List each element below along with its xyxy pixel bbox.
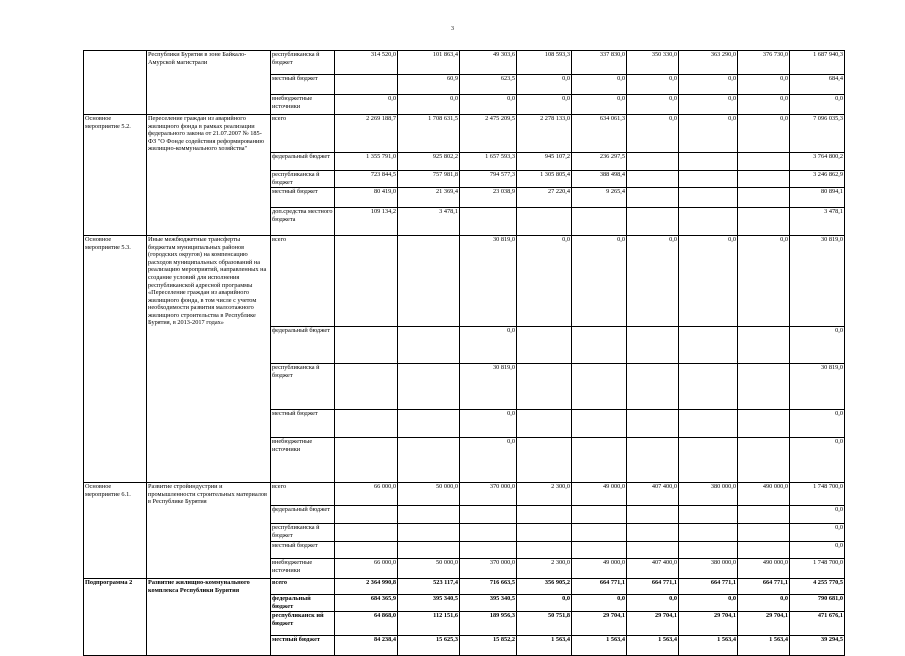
amount-cell: 7 096 035,3 [790,115,845,153]
amount-cell: 50 000,0 [398,559,460,579]
program-title-cell [147,410,271,438]
amount-cell: 1 563,4 [572,636,627,656]
amount-cell: 490 000,0 [738,483,790,506]
amount-cell [679,524,738,542]
amount-cell [679,153,738,171]
amount-cell: 0,0 [572,236,627,327]
funding-source-cell: доп.средства местного бюджета [271,208,335,236]
funding-source-cell: федеральный бюджет [271,506,335,524]
amount-cell: 23 038,9 [460,188,517,208]
amount-cell: 664 771,1 [627,579,679,595]
amount-cell [398,410,460,438]
amount-cell [335,327,398,364]
amount-cell: 29 704,1 [679,612,738,636]
amount-cell: 0,0 [738,595,790,612]
amount-cell: 236 297,5 [572,153,627,171]
amount-cell [679,410,738,438]
amount-cell: 723 844,5 [335,171,398,188]
program-title-cell [147,364,271,410]
amount-cell [398,542,460,559]
amount-cell [517,524,572,542]
amount-cell [738,542,790,559]
program-code-cell: Подпрограмма 2 [84,579,147,595]
funding-source-cell: местный бюджет [271,188,335,208]
amount-cell: 2 278 133,0 [517,115,572,153]
amount-cell [460,542,517,559]
amount-cell: 0,0 [790,410,845,438]
amount-cell: 623,5 [460,75,517,95]
amount-cell: 407 400,0 [627,559,679,579]
funding-source-cell: местный бюджет [271,75,335,95]
amount-cell: 84 238,4 [335,636,398,656]
funding-source-cell: внебюджетные источники [271,438,335,483]
amount-cell: 112 151,6 [398,612,460,636]
amount-cell: 4 255 770,5 [790,579,845,595]
amount-cell [738,438,790,483]
funding-source-cell: всего [271,483,335,506]
amount-cell: 3 478,1 [398,208,460,236]
amount-cell: 664 771,1 [738,579,790,595]
amount-cell [679,188,738,208]
amount-cell: 39 294,5 [790,636,845,656]
amount-cell: 0,0 [627,95,679,115]
amount-cell: 30 819,0 [460,364,517,410]
program-title-cell [147,542,271,559]
program-title-cell: Развитие стройиндустрии и промышленности строительных материалов в Республике Бурятия [147,483,271,506]
funding-source-cell: федеральный бюджет [271,327,335,364]
amount-cell: 0,0 [627,115,679,153]
funding-source-cell: всего [271,579,335,595]
amount-cell: 380 000,0 [679,483,738,506]
amount-cell [460,524,517,542]
funding-source-cell: всего [271,115,335,153]
funding-source-cell: внебюджетные источники [271,559,335,579]
table-row [84,612,845,636]
page-number: 3 [451,26,454,32]
amount-cell: 684,4 [790,75,845,95]
amount-cell: 684 365,9 [335,595,398,612]
amount-cell: 0,0 [517,595,572,612]
table-row [84,579,845,595]
funding-source-cell: местный бюджет [271,636,335,656]
amount-cell: 0,0 [679,75,738,95]
program-title-cell [147,524,271,542]
amount-cell [398,438,460,483]
amount-cell: 664 771,1 [679,579,738,595]
program-code-cell [84,410,147,438]
amount-cell: 29 704,1 [627,612,679,636]
amount-cell: 27 220,4 [517,188,572,208]
amount-cell: 0,0 [335,95,398,115]
table-row [84,524,845,542]
amount-cell: 0,0 [460,438,517,483]
amount-cell [679,506,738,524]
amount-cell: 60,9 [398,75,460,95]
amount-cell [398,236,460,327]
program-title-cell [147,171,271,188]
amount-cell [517,506,572,524]
amount-cell: 0,0 [627,595,679,612]
amount-cell: 794 577,3 [460,171,517,188]
program-code-cell [84,506,147,524]
amount-cell [738,188,790,208]
amount-cell: 50 000,0 [398,483,460,506]
amount-cell [627,171,679,188]
amount-cell: 407 400,0 [627,483,679,506]
amount-cell: 395 340,5 [398,595,460,612]
amount-cell: 395 340,5 [460,595,517,612]
program-code-cell [84,364,147,410]
program-code-cell [84,542,147,559]
amount-cell: 2 269 188,7 [335,115,398,153]
amount-cell: 29 704,1 [572,612,627,636]
amount-cell [572,410,627,438]
amount-cell [335,438,398,483]
amount-cell [398,327,460,364]
amount-cell: 49 000,0 [572,483,627,506]
table-row [84,51,845,75]
amount-cell: 634 061,3 [572,115,627,153]
amount-cell [572,364,627,410]
table-row [84,188,845,208]
amount-cell: 1 355 791,0 [335,153,398,171]
amount-cell: 2 475 209,5 [460,115,517,153]
table-row [84,542,845,559]
amount-cell [679,208,738,236]
amount-cell: 0,0 [790,95,845,115]
amount-cell: 30 819,0 [790,236,845,327]
program-title-cell: Иные межбюджетные трансферты бюджетам муниципальных районов (городских округов) на компенсацию расходов муниципальных образований на реализацию мероприятий, направленных на создание условий для исполнения республиканской адресной программы «Переселение граждан из аварийного жилищного фонда, в том числе с учетом необходимости развития малоэтажного жилищного строительства в Республике Бурятия, в 2013-2017 годах» [147,236,271,327]
program-code-cell [84,559,147,579]
amount-cell: 1 748 700,0 [790,483,845,506]
amount-cell: 109 134,2 [335,208,398,236]
table-body [84,51,845,656]
program-title-cell [147,506,271,524]
amount-cell [627,542,679,559]
amount-cell: 15 852,2 [460,636,517,656]
amount-cell: 363 290,0 [679,51,738,75]
program-code-cell [84,51,147,75]
program-code-cell: Основное мероприятие 6.1. [84,483,147,506]
program-code-cell [84,95,147,115]
table-row [84,438,845,483]
amount-cell [517,364,572,410]
amount-cell: 1 657 593,3 [460,153,517,171]
amount-cell: 9 265,4 [572,188,627,208]
table-row [84,115,845,153]
amount-cell: 337 830,0 [572,51,627,75]
amount-cell [679,542,738,559]
amount-cell: 0,0 [517,95,572,115]
amount-cell: 1 748 700,0 [790,559,845,579]
amount-cell: 3 764 800,2 [790,153,845,171]
amount-cell: 0,0 [460,327,517,364]
amount-cell [335,75,398,95]
amount-cell: 314 520,0 [335,51,398,75]
amount-cell [398,506,460,524]
table-row [84,410,845,438]
funding-source-cell: местный бюджет [271,410,335,438]
program-title-cell [147,188,271,208]
amount-cell [572,542,627,559]
amount-cell: 80 419,0 [335,188,398,208]
program-title-cell: Переселение граждан из аварийного жилищного фонда в рамках реализации федерального закона от 21.07.2007 № 185-ФЗ "О Фонде содействия реформированию жилищно-коммунального хозяйства" [147,115,271,153]
amount-cell [572,438,627,483]
funding-source-cell: местный бюджет [271,542,335,559]
amount-cell: 2 300,0 [517,559,572,579]
amount-cell: 108 593,3 [517,51,572,75]
amount-cell: 757 981,8 [398,171,460,188]
table-row [84,95,845,115]
program-code-cell [84,327,147,364]
amount-cell: 1 687 940,3 [790,51,845,75]
amount-cell: 0,0 [572,95,627,115]
amount-cell: 1 305 805,4 [517,171,572,188]
amount-cell [335,410,398,438]
amount-cell: 0,0 [517,75,572,95]
amount-cell [398,364,460,410]
amount-cell: 64 868,0 [335,612,398,636]
amount-cell [738,327,790,364]
amount-cell [627,208,679,236]
amount-cell [627,438,679,483]
amount-cell: 3 246 862,9 [790,171,845,188]
funding-source-cell: федеральный бюджет [271,153,335,171]
table-row [84,327,845,364]
program-code-cell [84,636,147,656]
amount-cell: 50 751,8 [517,612,572,636]
program-title-cell [147,327,271,364]
amount-cell: 1 563,4 [517,636,572,656]
table-row [84,236,845,327]
amount-cell [738,208,790,236]
amount-cell: 1 708 631,5 [398,115,460,153]
amount-cell: 0,0 [790,542,845,559]
program-title-cell [147,612,271,636]
table-row [84,559,845,579]
amount-cell: 101 863,4 [398,51,460,75]
amount-cell: 0,0 [790,506,845,524]
amount-cell: 370 000,0 [460,483,517,506]
amount-cell: 0,0 [627,75,679,95]
funding-source-cell: республиканска й бюджет [271,364,335,410]
funding-source-cell: всего [271,236,335,327]
amount-cell [335,524,398,542]
amount-cell: 3 478,1 [790,208,845,236]
amount-cell: 0,0 [679,595,738,612]
amount-cell: 0,0 [460,95,517,115]
amount-cell: 350 330,0 [627,51,679,75]
amount-cell: 925 802,2 [398,153,460,171]
table-row [84,171,845,188]
amount-cell [679,438,738,483]
amount-cell [679,171,738,188]
amount-cell: 1 563,4 [627,636,679,656]
funding-source-cell: республиканска й бюджет [271,51,335,75]
amount-cell [335,542,398,559]
program-title-cell [147,438,271,483]
table-row [84,483,845,506]
program-code-cell: Основное мероприятие 5.3. [84,236,147,327]
amount-cell: 0,0 [460,410,517,438]
amount-cell [335,236,398,327]
amount-cell: 376 730,0 [738,51,790,75]
amount-cell: 0,0 [679,115,738,153]
amount-cell: 1 563,4 [679,636,738,656]
amount-cell: 49 000,0 [572,559,627,579]
program-title-cell [147,559,271,579]
amount-cell [627,364,679,410]
amount-cell: 66 000,0 [335,559,398,579]
amount-cell: 0,0 [790,524,845,542]
budget-table [83,50,845,656]
program-code-cell [84,612,147,636]
amount-cell: 945 107,2 [517,153,572,171]
amount-cell [627,410,679,438]
amount-cell: 1 563,4 [738,636,790,656]
funding-source-cell: республиканск ий бюджет [271,612,335,636]
table-row [84,595,845,612]
program-code-cell [84,438,147,483]
amount-cell: 0,0 [738,236,790,327]
amount-cell [460,506,517,524]
program-title-cell [147,595,271,612]
amount-cell: 790 681,0 [790,595,845,612]
program-code-cell [84,595,147,612]
amount-cell [627,153,679,171]
funding-source-cell: республиканска й бюджет [271,524,335,542]
amount-cell: 0,0 [679,95,738,115]
funding-source-cell: республиканска й бюджет [271,171,335,188]
table-row [84,636,845,656]
amount-cell [572,208,627,236]
amount-cell: 189 956,3 [460,612,517,636]
program-code-cell [84,524,147,542]
table-row [84,153,845,171]
table-row [84,506,845,524]
amount-cell [627,524,679,542]
program-code-cell [84,188,147,208]
amount-cell: 0,0 [572,75,627,95]
amount-cell [398,524,460,542]
amount-cell: 664 771,1 [572,579,627,595]
amount-cell [627,188,679,208]
amount-cell: 370 000,0 [460,559,517,579]
program-code-cell [84,208,147,236]
amount-cell [517,410,572,438]
amount-cell: 30 819,0 [460,236,517,327]
amount-cell: 523 117,4 [398,579,460,595]
amount-cell [627,506,679,524]
amount-cell: 30 819,0 [790,364,845,410]
amount-cell: 66 000,0 [335,483,398,506]
amount-cell [738,506,790,524]
amount-cell [335,364,398,410]
program-code-cell [84,153,147,171]
amount-cell: 490 000,0 [738,559,790,579]
amount-cell: 0,0 [398,95,460,115]
program-title-cell: Развитие жилищно-коммунального комплекса Республики Бурятия [147,579,271,595]
funding-source-cell: федеральный бюджет [271,595,335,612]
amount-cell: 80 894,1 [790,188,845,208]
amount-cell: 2 300,0 [517,483,572,506]
amount-cell: 2 364 990,8 [335,579,398,595]
amount-cell [738,524,790,542]
amount-cell [517,438,572,483]
amount-cell [335,506,398,524]
program-code-cell [84,75,147,95]
program-title-cell [147,95,271,115]
amount-cell [627,327,679,364]
amount-cell: 380 000,0 [679,559,738,579]
funding-source-cell: внебюджетные источники [271,95,335,115]
amount-cell [572,524,627,542]
amount-cell: 0,0 [790,438,845,483]
amount-cell [738,153,790,171]
amount-cell: 21 369,4 [398,188,460,208]
program-title-cell: Республики Бурятия в зоне Байкало-Амурской магистрали [147,51,271,75]
amount-cell [517,327,572,364]
amount-cell: 0,0 [517,236,572,327]
amount-cell [738,364,790,410]
amount-cell [572,327,627,364]
amount-cell [572,506,627,524]
amount-cell [738,171,790,188]
amount-cell: 0,0 [738,75,790,95]
table-row [84,208,845,236]
amount-cell [738,410,790,438]
amount-cell [460,208,517,236]
amount-cell: 471 676,1 [790,612,845,636]
amount-cell: 0,0 [790,327,845,364]
table-row [84,364,845,410]
amount-cell [517,208,572,236]
program-code-cell: Основное мероприятие 5.2. [84,115,147,153]
program-title-cell [147,208,271,236]
program-title-cell [147,636,271,656]
table-row [84,75,845,95]
amount-cell: 388 498,4 [572,171,627,188]
amount-cell [517,542,572,559]
amount-cell: 0,0 [738,95,790,115]
amount-cell [679,327,738,364]
amount-cell: 0,0 [627,236,679,327]
amount-cell: 0,0 [679,236,738,327]
amount-cell: 15 625,3 [398,636,460,656]
amount-cell: 0,0 [572,595,627,612]
program-code-cell [84,171,147,188]
amount-cell: 716 663,5 [460,579,517,595]
program-title-cell [147,75,271,95]
program-title-cell [147,153,271,171]
amount-cell: 0,0 [738,115,790,153]
amount-cell: 49 303,6 [460,51,517,75]
amount-cell: 29 704,1 [738,612,790,636]
amount-cell: 356 905,2 [517,579,572,595]
amount-cell [679,364,738,410]
